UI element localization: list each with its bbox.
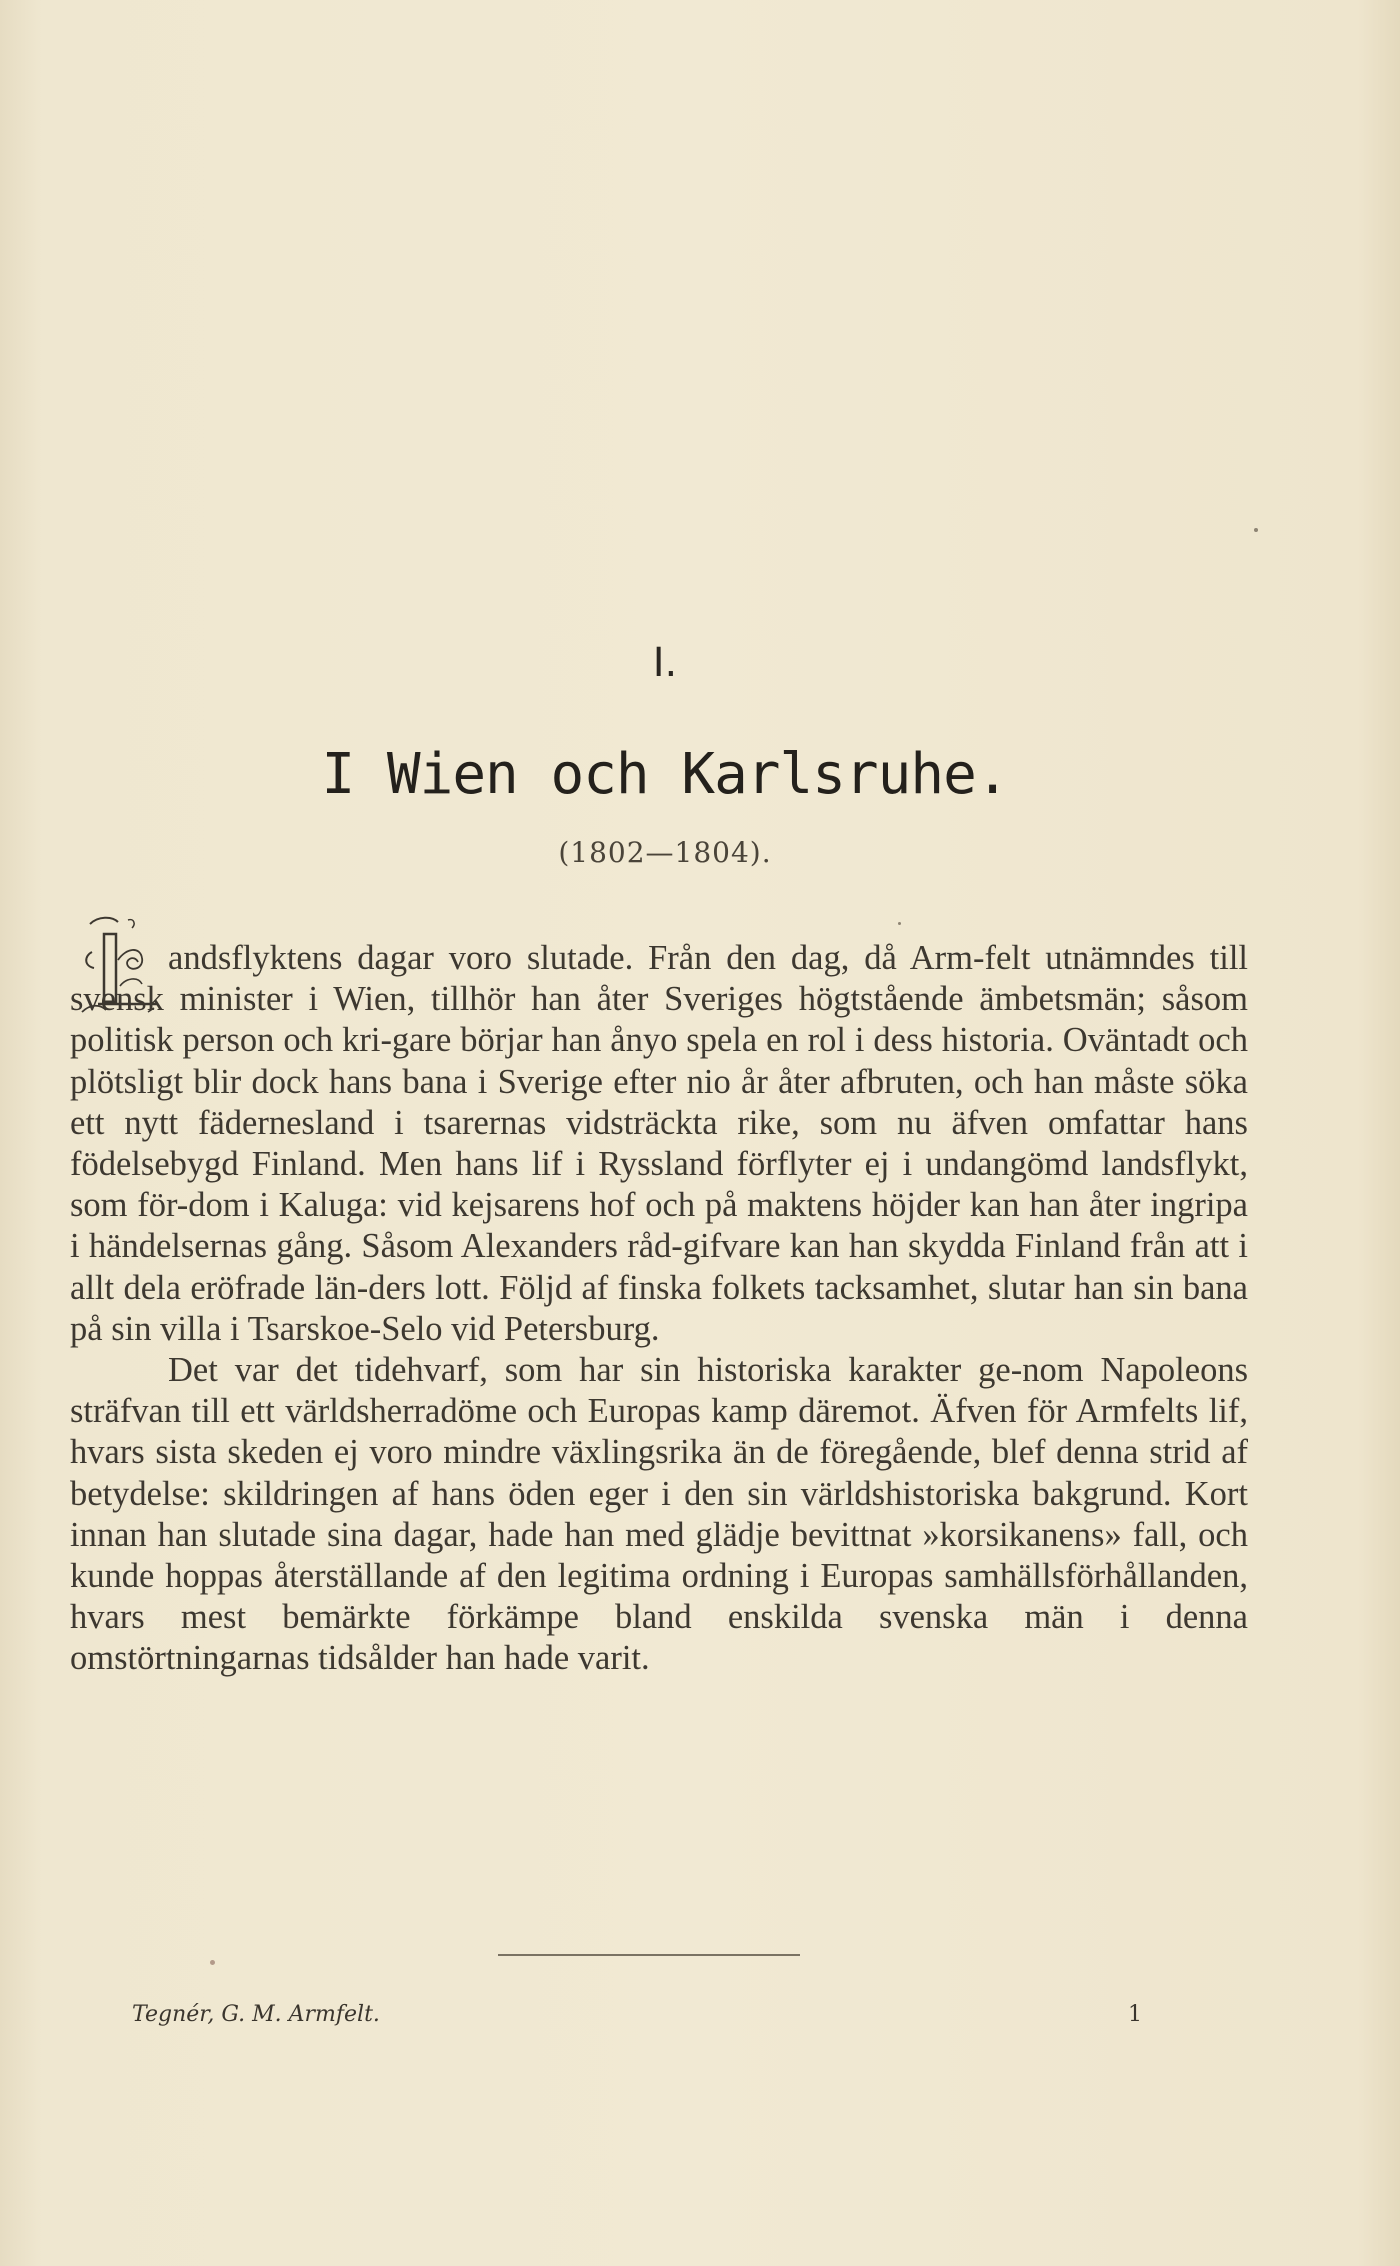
paragraph-first (70, 938, 1248, 1350)
paper-speck (898, 922, 901, 925)
footer-signature-mark: 1 (1128, 2002, 1142, 2027)
footnote-rule (498, 1954, 800, 1956)
chapter-title: I Wien och Karlsruhe. (321, 742, 1009, 807)
paper-speck (210, 1960, 215, 1965)
paragraph-1-text: andsflyktens dagar voro slutade. Från den dag, då Arm-felt utnämndes till svensk minister i Wien, tillhör han åter Sveriges högtstående ämbetsmän; såsom politisk person och kri-gare börjar han ånyo spela en rol i dess historia. Oväntadt och plötsligt blir dock hans bana i Sverige efter nio år åter afbruten, och han måste söka ett nytt fädernesland i tsarernas vidsträckta rike, som nu äfven omfattar hans födelsebygd Finland. Men hans lif i Ryssland förflyter ej i undangömd landsflykt, som för-dom i Kaluga: vid kejsarens hof och på maktens höjder kan han åter ingripa i händelsernas gång. Såsom Alexanders råd-gifvare kan han skydda Finland från att i allt dela eröfrade län-ders lott. Följd af finska folkets tacksamhet, slutar han sin bana på sin villa i Tsarskoe-Selo vid Petersburg. (70, 939, 1248, 1348)
chapter-years: (1802—1804). (558, 836, 772, 869)
chapter-number: I. (652, 640, 678, 686)
paragraph-second: Det var det tidehvarf, som har sin historiska karakter ge-nom Napoleons sträfvan till ett världsherradöme och Europas kamp däremot. Äfven för Armfelts lif, hvars sista skeden ej voro mindre växlingsrika än de föregående, blef denna strid af betydelse: skildringen af hans öden eger i den sin världshistoriska bakgrund. Kort innan han slutade sina dagar, hade han med glädje bevittnat »korsikanens» fall, och kunde hoppas återställande af den legitima ordning i Europas samhällsförhållanden, hvars mest bemärkte förkämpe bland enskilda svenska män i denna omstörtningarnas tidsålder han hade varit. (70, 1351, 1248, 1678)
body-text (70, 938, 1248, 1680)
footer-author-line: Tegnér, G. M. Armfelt. (132, 2002, 380, 2027)
paper-speck (1254, 528, 1258, 532)
